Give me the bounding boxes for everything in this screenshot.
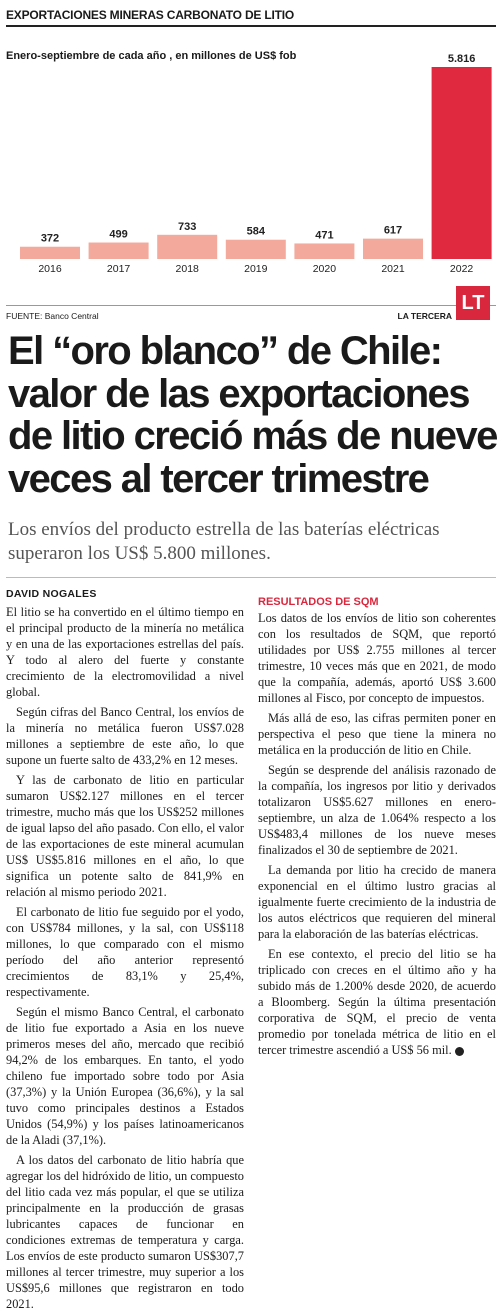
chart-category-label: 2021 — [381, 263, 405, 275]
chart-value-label: 5.816 — [447, 53, 476, 65]
chart-bar — [432, 67, 492, 259]
paragraph: Los datos de los envíos de litio son coherentes con los resultados de SQM, que reportó utilidades por US$ 2.755 millones al tercer trimestre, 10 veces más que en 2021, de modo que la compañía, además, aportó US$ 3.600 millones al Fisco, por concepto de impuestos. — [258, 611, 496, 705]
chart-value-label: 372 — [40, 232, 60, 245]
byline: DAVID NOGALES — [6, 588, 97, 600]
chart-bar — [89, 243, 149, 259]
paragraph: A los datos del carbonato de litio habría que agregar los del hidróxido de litio, un compuesto del litio cada vez más popular, el que se utiliza principalmente en la producción de grasas lubricantes capaces de funcionar en condiciones extremas de temperatura y carga. Los envíos de este producto sumaron US$307,7 millones al tercer trimestre, muy superior a los US$95,6 millones que registraron en todo 2021. — [6, 1153, 244, 1311]
paragraph: Según el mismo Banco Central, el carbonato de litio fue exportado a Asia en los nueve primeros meses del año, mercado que recibió 94,2% de los embarques. En tanto, el yodo chileno fue importado sobre todo por Asia (37,3%) y la Unión Europea (36,6%), y la sal tuvo como principales destinos a Estados Unidos (54,9%) y los países latinoamericanos de la Aladi (37,1%). — [6, 1005, 244, 1147]
paragraph: El carbonato de litio fue seguido por el yodo, con US$784 millones, y la sal, con US$118 millones, lo que comparado con el mismo período del año anterior representó crecimientos de 83,1% y 25,4%, respectivamente. — [6, 905, 244, 999]
paragraph: La demanda por litio ha crecido de manera exponencial en el último lustro gracias al igualmente fuerte crecimiento de la industria de los autos eléctricos que requieren del mineral para la elaboración de las baterías eléctricas. — [258, 863, 496, 941]
chart-header — [6, 8, 496, 27]
la-tercera-logo: LT — [456, 286, 490, 320]
paragraph: El litio se ha convertido en el último tiempo en el principal producto de la minería no metálica y en una de las exportaciones estrellas del país. Y todo al alero del fuerte y constante crecimiento de la electromovilidad a nivel global. — [6, 605, 244, 699]
chart-bar — [157, 235, 217, 259]
paragraph — [258, 946, 496, 1058]
chart-value-label: 499 — [109, 228, 128, 241]
brand-name: LA TERCERA — [397, 311, 452, 321]
chart-category-label: 2020 — [312, 263, 337, 275]
bar-chart — [0, 40, 502, 305]
end-mark-icon — [455, 1047, 464, 1056]
chart-value-label: 584 — [246, 225, 265, 238]
chart-category-label: 2019 — [244, 263, 268, 275]
chart-bar — [363, 239, 423, 259]
column-left — [6, 586, 244, 1316]
chart-bar — [20, 247, 80, 259]
chart-bar — [226, 240, 286, 259]
chart-value-label: 617 — [383, 224, 403, 237]
chart-category-label: 2018 — [175, 263, 199, 275]
chart-bar — [294, 243, 354, 259]
column-right — [258, 586, 496, 1062]
chart-subtitle: Enero-septiembre de cada año , en millones de US$ fob — [6, 50, 297, 62]
headline: El “oro blanco” de Chile: valor de las exportaciones de litio creció más de nueve veces al tercer trimestre — [8, 329, 497, 501]
deck: Los envíos del producto estrella de las baterías eléctricas superaron los US$ 5.800 millones. — [8, 519, 440, 564]
chart-value-label: 733 — [178, 220, 197, 233]
paragraph: Según cifras del Banco Central, los envíos de la minería no metálica fueron US$7.028 millones a septiembre de este año, lo que supone un fuerte salto de 433,2% en 12 meses. — [6, 705, 244, 767]
chart-value-label: 471 — [315, 229, 334, 242]
chart-footer — [6, 292, 496, 328]
chart-source: FUENTE: Banco Central — [6, 311, 99, 321]
chart-category-label: 2016 — [38, 263, 62, 275]
paragraph-text: En ese contexto, el precio del litio se ha triplicado con creces en el último año y ha subido más de 1.200% desde 2020, de acuerdo a Bloomberg. Según la última presentación corporativa de SQM, el precio de venta promedio por tonelada métrica de litio en el tercer trimestre ascendió a US$ 56 mil. — [258, 947, 496, 1057]
section-subhead: RESULTADOS DE SQM — [258, 596, 379, 608]
chart-category-label: 2017 — [106, 263, 131, 275]
paragraph: Según se desprende del análisis razonado de la compañía, los ingresos por litio y derivados totalizaron US$5.627 millones en enero-septiembre, un alza de 1.064% respecto a los US$483,4 millones de los nueve meses finalizados el 30 de septiembre de 2021. — [258, 763, 496, 857]
chart-title: EXPORTACIONES MINERAS CARBONATO DE LITIO — [6, 8, 295, 22]
chart-category-label: 2022 — [449, 263, 474, 275]
divider — [6, 577, 496, 578]
paragraph: Y las de carbonato de litio en particular sumaron US$2.127 millones en el tercer trimestre, mucho más que los US$252 millones de igual lapso del año pasado. Con ello, el valor de las exportaciones de este mineral acumulan US$ US$5.816 millones en el año, lo que significa un potente salto de 841,9% en relación al mismo periodo 2021. — [6, 773, 244, 899]
paragraph: Más allá de eso, las cifras permiten poner en perspectiva el peso que tiene la minera no metálica en la producción de litio en Chile. — [258, 711, 496, 757]
